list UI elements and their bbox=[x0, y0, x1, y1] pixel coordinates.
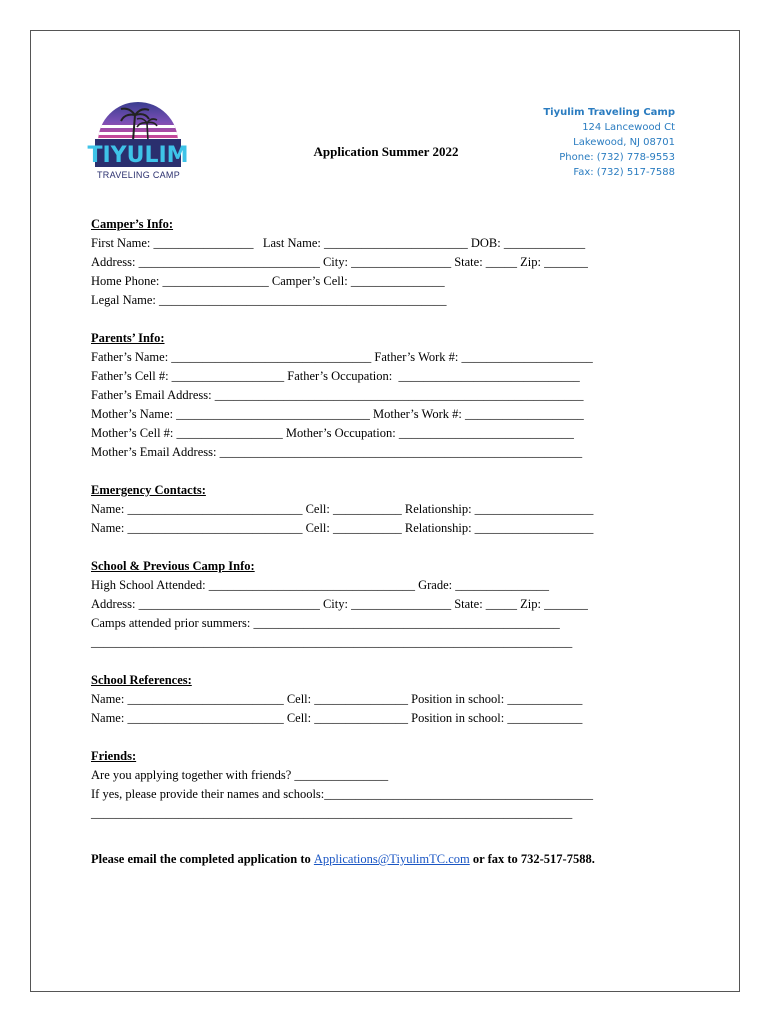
application-form bbox=[91, 215, 691, 823]
school-line-camps-continued[interactable]: _____________________________________________________________________________ bbox=[91, 635, 573, 649]
camper-line-name[interactable]: First Name: ________________ Last Name: _______________________ DOB: _____________ bbox=[91, 236, 586, 250]
camper-line-legal-name[interactable]: Legal Name: ______________________________________________ bbox=[91, 293, 447, 307]
page-title: Application Summer 2022 bbox=[313, 144, 459, 159]
section-heading-emergency: Emergency Contacts: bbox=[91, 483, 206, 497]
section-heading-references: School References: bbox=[91, 673, 192, 687]
reference-line-2[interactable]: Name: _________________________ Cell: _______________ Position in school: ____________ bbox=[91, 711, 583, 725]
section-heading-camper: Camper’s Info: bbox=[91, 217, 174, 231]
parents-line-mother-email[interactable]: Mother’s Email Address: __________________________________________________________ bbox=[91, 445, 583, 459]
parents-line-father-cell[interactable]: Father’s Cell #: __________________ Father’s Occupation: _____________________________ bbox=[91, 369, 580, 383]
school-line-high-school[interactable]: High School Attended: _________________________________ Grade: _______________ bbox=[91, 578, 549, 592]
section-heading-friends: Friends: bbox=[91, 749, 137, 763]
section-heading-parents: Parents’ Info: bbox=[91, 331, 165, 345]
friends-line-names-continued[interactable]: _____________________________________________________________________________ bbox=[91, 806, 573, 820]
email-link[interactable]: Applications@TiyulimTC.com bbox=[313, 852, 470, 866]
application-page bbox=[30, 30, 740, 992]
camp-fax: Fax: (732) 517-7588 bbox=[573, 167, 675, 178]
parents-line-father-name[interactable]: Father’s Name: ________________________________ Father’s Work #: _____________________ bbox=[91, 350, 593, 364]
camp-phone: Phone: (732) 778-9553 bbox=[559, 152, 675, 163]
friends-line-applying[interactable]: Are you applying together with friends? _______________ bbox=[91, 768, 389, 782]
camper-line-address[interactable]: Address: _____________________________ City: ________________ State: _____ Zip: _______ bbox=[91, 255, 588, 269]
parents-line-father-email[interactable]: Father’s Email Address: ___________________________________________________________ bbox=[91, 388, 584, 402]
parents-line-mother-cell[interactable]: Mother’s Cell #: _________________ Mother’s Occupation: ____________________________ bbox=[91, 426, 574, 440]
emergency-line-2[interactable]: Name: ____________________________ Cell: ___________ Relationship: ___________________ bbox=[91, 521, 594, 535]
school-line-address[interactable]: Address: _____________________________ City: ________________ State: _____ Zip: _______ bbox=[91, 597, 588, 611]
footer-text-before: Please email the completed application to bbox=[91, 852, 314, 866]
reference-line-1[interactable]: Name: _________________________ Cell: _______________ Position in school: ____________ bbox=[91, 692, 583, 706]
footer-text-after: or fax to 732-517-7588. bbox=[469, 852, 595, 866]
camp-city: Lakewood, NJ 08701 bbox=[573, 137, 675, 148]
svg-text:TIYULIM: TIYULIM bbox=[87, 143, 189, 168]
parents-line-mother-name[interactable]: Mother’s Name: _______________________________ Mother’s Work #: ___________________ bbox=[91, 407, 584, 421]
friends-line-names[interactable]: If yes, please provide their names and schools:___________________________________________ bbox=[91, 787, 594, 801]
school-line-camps[interactable]: Camps attended prior summers: _________________________________________________ bbox=[91, 616, 560, 630]
submission-instructions bbox=[91, 852, 711, 867]
camp-street: 124 Lancewood Ct bbox=[582, 122, 675, 133]
section-heading-school: School & Previous Camp Info: bbox=[91, 559, 255, 573]
camper-line-phone[interactable]: Home Phone: _________________ Camper’s Cell: _______________ bbox=[91, 274, 445, 288]
emergency-line-1[interactable]: Name: ____________________________ Cell: ___________ Relationship: ___________________ bbox=[91, 502, 594, 516]
camp-name: Tiyulim Traveling Camp bbox=[543, 107, 675, 118]
contact-block bbox=[543, 105, 675, 180]
logo-subtitle: TRAVELING CAMP bbox=[96, 170, 181, 180]
